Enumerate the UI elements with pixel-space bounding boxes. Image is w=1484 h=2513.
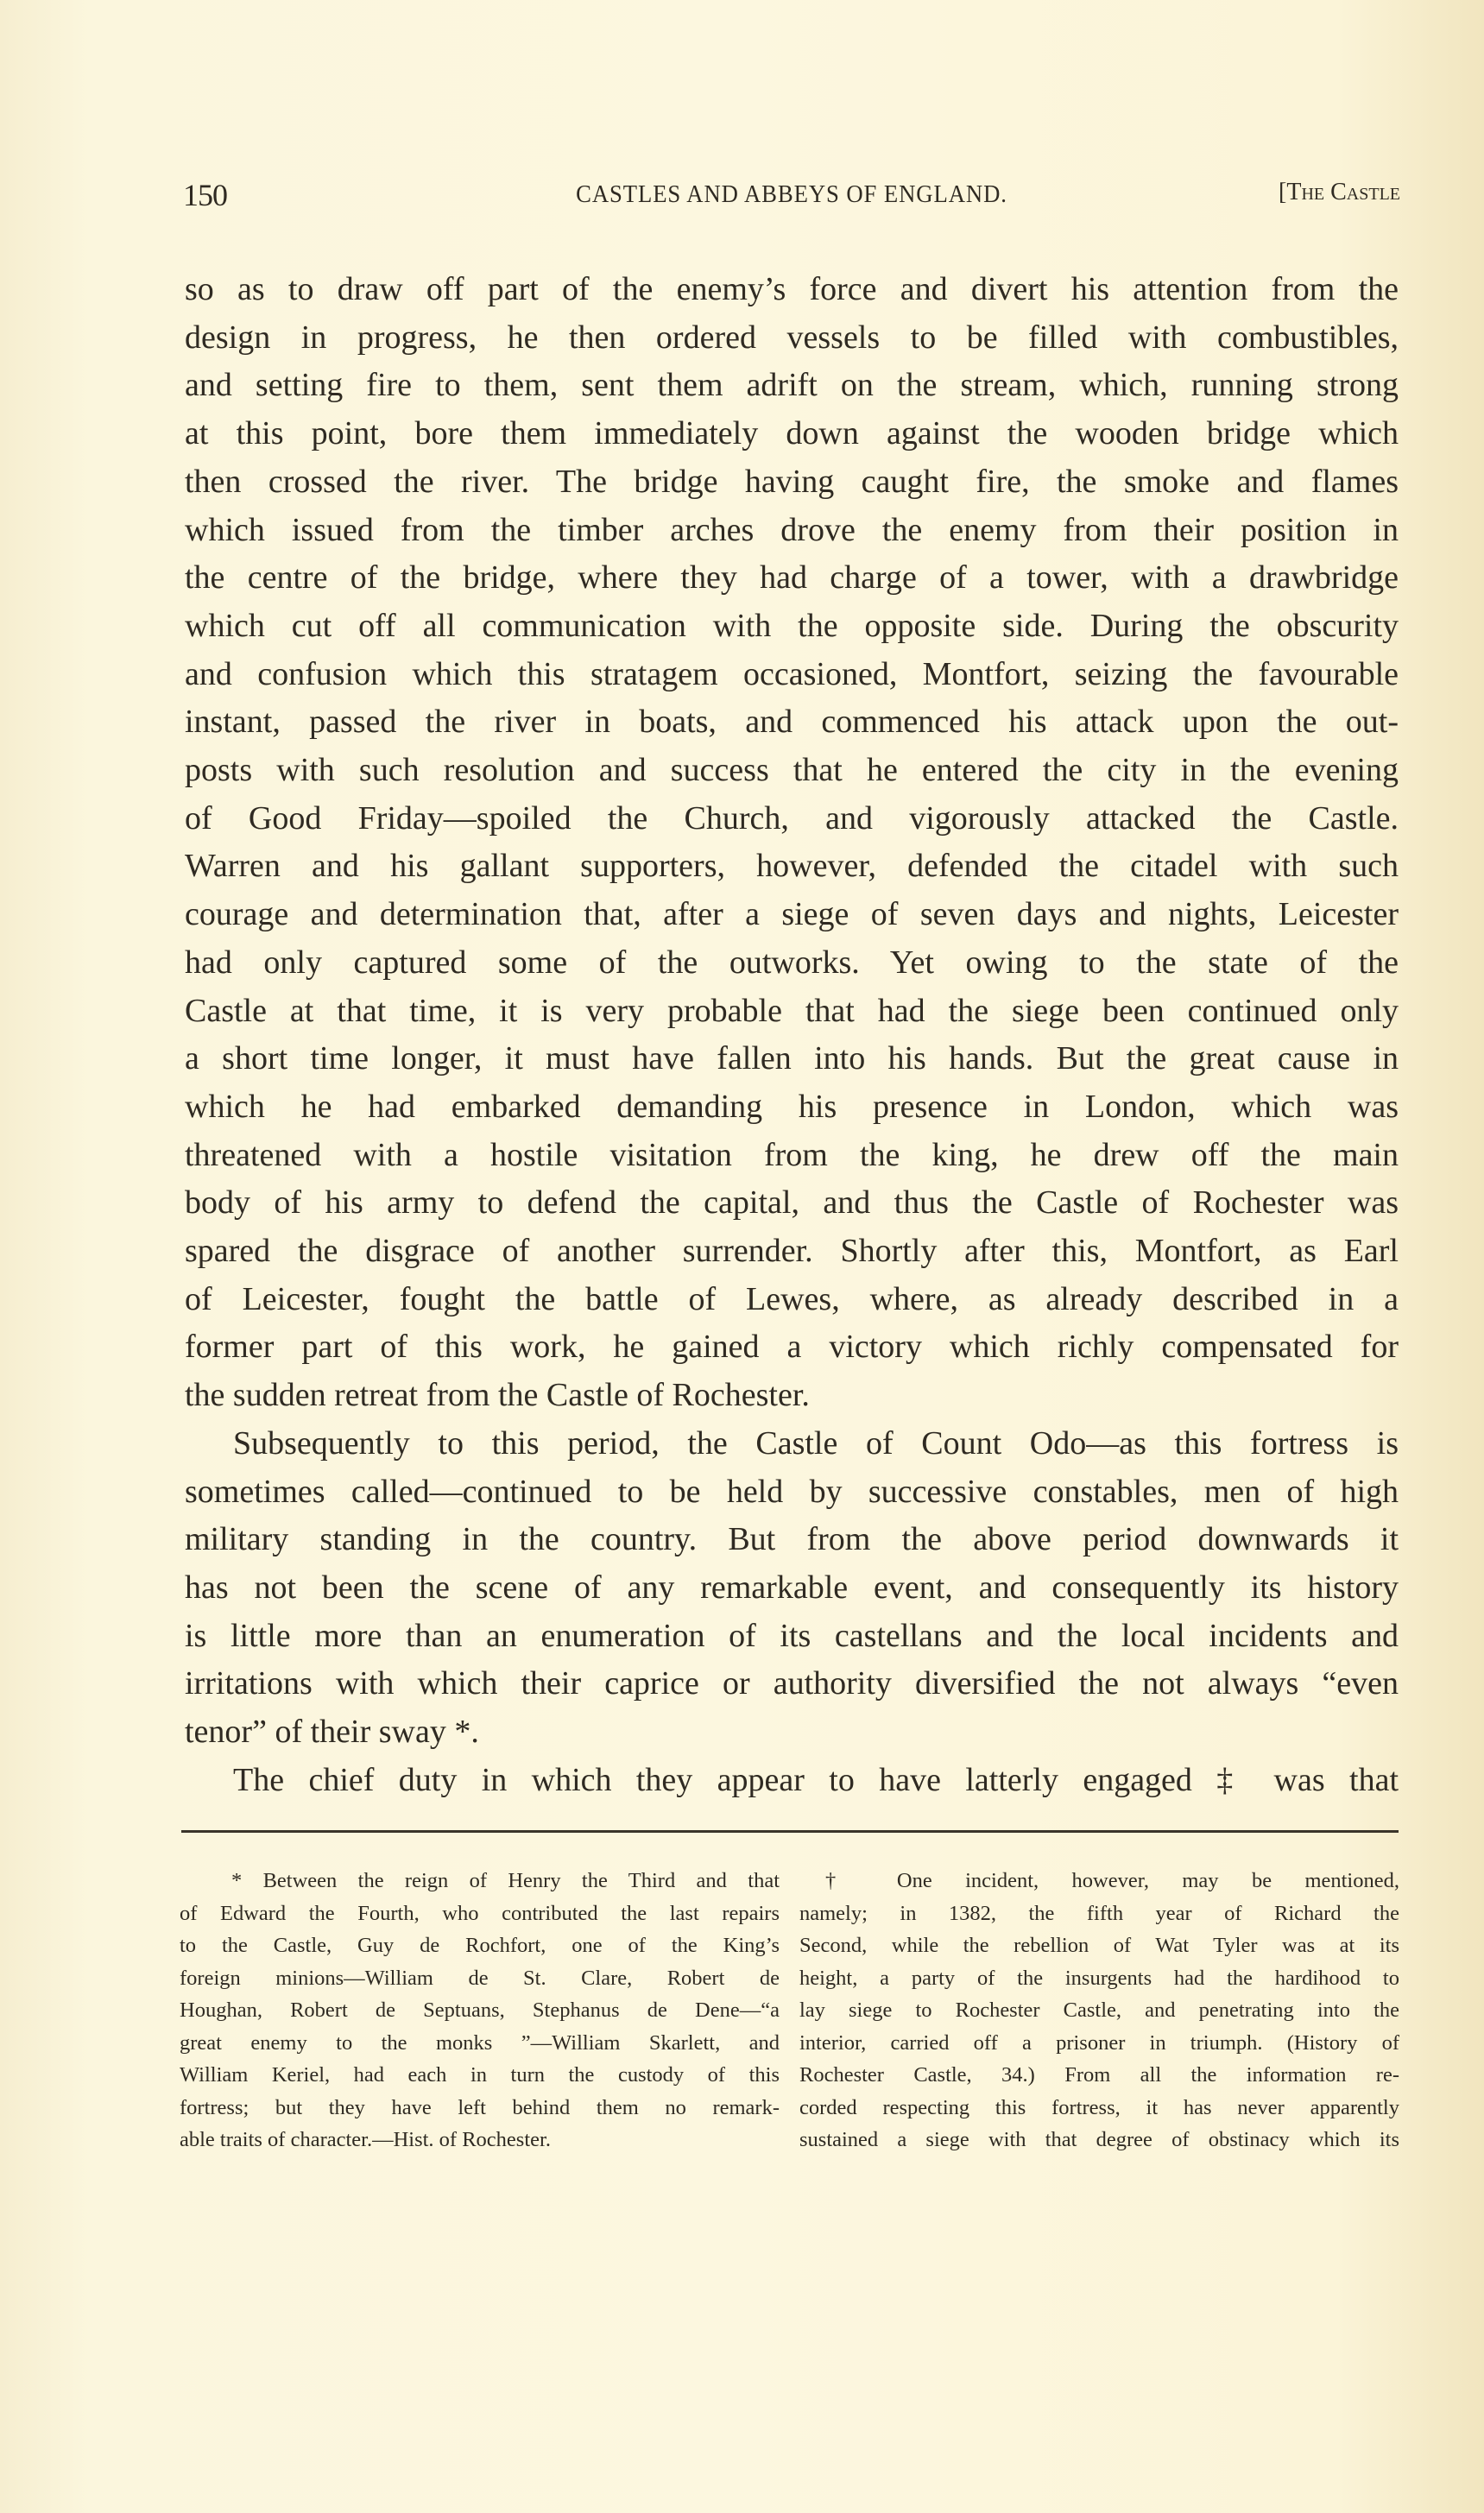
body-line: irritations with which their caprice or authority diversified the not always “even [185, 1665, 1399, 1702]
body-line: courage and determination that, after a siege of seven days and nights, Leicester [185, 896, 1399, 933]
footnote-line: fortress; but they have left behind them no remark- [180, 2095, 780, 2119]
body-line: then crossed the river. The bridge having caught fire, the smoke and flames [185, 463, 1399, 500]
body-line: military standing in the country. But from the above period downwards it [185, 1521, 1399, 1558]
body-line: which he had embarked demanding his presence in London, which was [185, 1088, 1399, 1125]
footnote-line: corded respecting this fortress, it has never apparently [799, 2095, 1399, 2119]
body-line: Castle at that time, it is very probable that had the siege been continued only [185, 992, 1399, 1029]
body-line: tenor” of their sway *. [185, 1714, 479, 1751]
body-line: the sudden retreat from the Castle of Rochester. [185, 1377, 810, 1414]
body-line: former part of this work, he gained a victory which richly compensated for [185, 1329, 1399, 1366]
body-line: posts with such resolution and success that he entered the city in the evening [185, 752, 1399, 789]
footnote-line: lay siege to Rochester Castle, and penetrating into the [799, 1998, 1399, 2022]
footnote-star [180, 1865, 780, 2156]
body-line: had only captured some of the outworks. Yet owing to the state of the [185, 944, 1399, 981]
body-line: which issued from the timber arches drove the enemy from their position in [185, 511, 1399, 548]
footnote-line: William Keriel, had each in turn the custody of this [180, 2063, 780, 2087]
body-line: is little more than an enumeration of its castellans and the local incidents and [185, 1617, 1399, 1654]
footnote-dagger [799, 1865, 1399, 2156]
body-line: which cut off all communication with the opposite side. During the obscurity [185, 607, 1399, 644]
footnote-line: † One incident, however, may be mentioned, [825, 1869, 1399, 1892]
footnote-line: to the Castle, Guy de Rochfort, one of the King’s [180, 1934, 780, 1957]
footnote-line: Second, while the rebellion of Wat Tyler was at its [799, 1934, 1399, 1957]
body-line: of Leicester, fought the battle of Lewes, where, as already described in a [185, 1280, 1399, 1317]
body-line: so as to draw off part of the enemy’s force and divert his attention from the [185, 271, 1399, 307]
footnote-line: Houghan, Robert de Septuans, Stephanus de Dene—“a [180, 1998, 780, 2022]
body-line: at this point, bore them immediately down against the wooden bridge which [185, 415, 1399, 452]
body-line: design in progress, he then ordered vessels to be filled with combustibles, [185, 319, 1399, 356]
footnote-line: great enemy to the monks ”—William Skarlett, and [180, 2030, 780, 2055]
footnote-line: of Edward the Fourth, who contributed the last repairs [180, 1901, 780, 1925]
footnote-line: able traits of character.—Hist. of Rochester. [180, 2128, 551, 2151]
body-line: spared the disgrace of another surrender. Shortly after this, Montfort, as Earl [185, 1233, 1399, 1270]
footnote-divider [181, 1830, 1399, 1833]
running-header [183, 177, 1400, 220]
footnote-line: namely; in 1382, the fifth year of Richard the [799, 1901, 1399, 1925]
body-line: a short time longer, it must have fallen into his hands. But the great cause in [185, 1040, 1399, 1077]
footnote-line: Rochester Castle, 34.) From all the information re- [799, 2063, 1399, 2087]
footnote-line: * Between the reign of Henry the Third and that [231, 1869, 780, 1892]
body-line: sometimes called—continued to be held by successive constables, men of high [185, 1473, 1399, 1510]
body-text [185, 266, 1399, 1805]
body-line: and confusion which this stratagem occasioned, Montfort, seizing the favourable [185, 655, 1399, 692]
body-line: Warren and his gallant supporters, however, defended the citadel with such [185, 848, 1399, 885]
page-number: 150 [183, 178, 227, 212]
body-line: of Good Friday—spoiled the Church, and vigorously attacked the Castle. [185, 799, 1399, 837]
footnote-line: foreign minions—William de St. Clare, Robert de [180, 1966, 780, 1990]
running-title: CASTLES AND ABBEYS OF ENGLAND. [576, 180, 1007, 208]
footnote-line: interior, carried off a prisoner in triumph. (History of [799, 2030, 1399, 2055]
body-line: and setting fire to them, sent them adrift on the stream, which, running strong [185, 367, 1399, 404]
running-section: [The Castle [1279, 179, 1400, 205]
body-line: instant, passed the river in boats, and commenced his attack upon the out- [185, 704, 1399, 741]
footnote-line: sustained a siege with that degree of obstinacy which its [799, 2128, 1399, 2151]
body-line: the centre of the bridge, where they had charge of a tower, with a drawbridge [185, 559, 1399, 597]
body-line-paragraph-start: Subsequently to this period, the Castle of Count Odo—as this fortress is [233, 1424, 1399, 1462]
body-line: has not been the scene of any remarkable event, and consequently its history [185, 1569, 1399, 1606]
body-line-paragraph-start: The chief duty in which they appear to have latterly engaged ‡ was that [233, 1761, 1399, 1798]
footnote-line: height, a party of the insurgents had the hardihood to [799, 1966, 1399, 1990]
body-line: body of his army to defend the capital, and thus the Castle of Rochester was [185, 1184, 1399, 1222]
body-line: threatened with a hostile visitation from the king, he drew off the main [185, 1136, 1399, 1173]
